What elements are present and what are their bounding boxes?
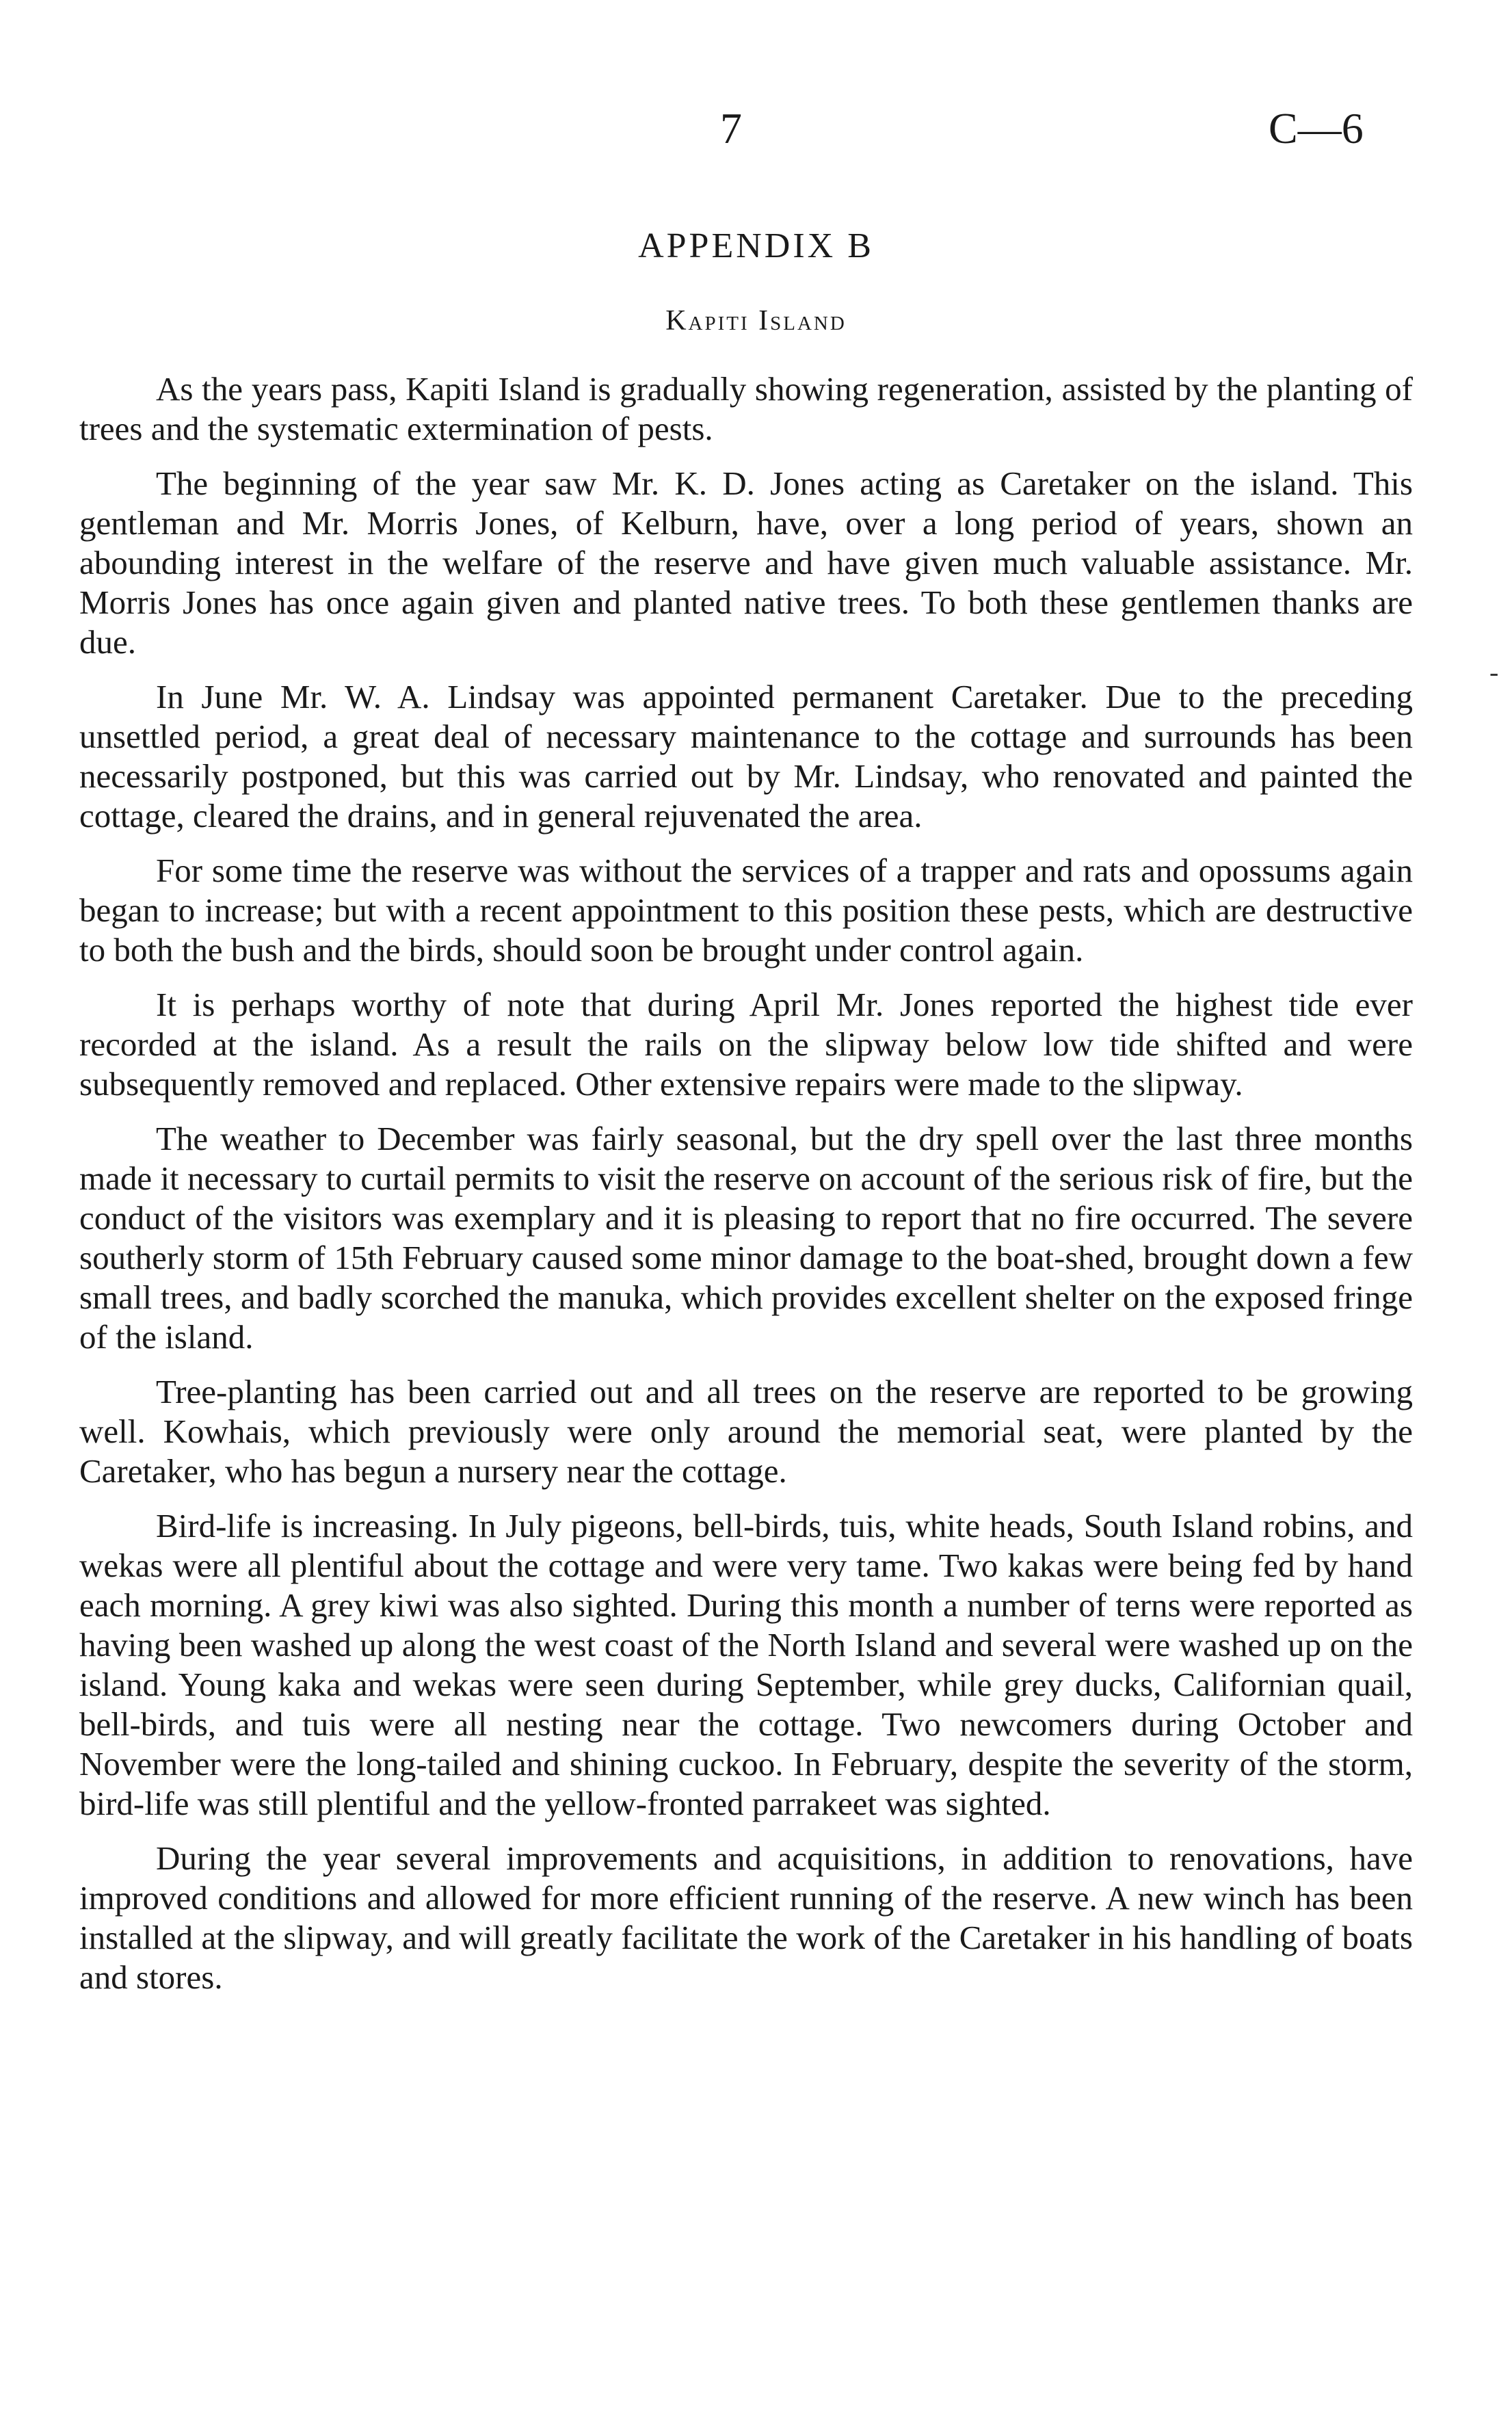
paragraph: During the year several improvements and acquisitions, in addition to renovations, have improved conditions and allowed for more efficient running of the reserve. A new winch has been installed at the slipway, and will greatly facilitate the work of the Caretaker in his handling of boats and stores.: [79, 1839, 1413, 1996]
document-code: C—6: [1269, 104, 1364, 153]
paragraph: The beginning of the year saw Mr. K. D. Jones acting as Caretaker on the island. This gentleman and Mr. Morris Jones, of Kelburn, have, over a long period of years, shown an abounding interest in the welfare of the reserve and have given much valuable assistance. Mr. Morris Jones has once again given and planted native trees. To both these gentlemen thanks are due.: [79, 464, 1413, 661]
body-text: [79, 369, 1413, 2012]
section-title: Kapiti Island: [665, 305, 847, 337]
paragraph: For some time the reserve was without the services of a trapper and rats and opossums again began to increase; but with a recent appointment to this position these pests, which are destructive to both the bush and the birds, should soon be brought under control again.: [79, 852, 1413, 969]
paragraph: Tree-planting has been carried out and all trees on the reserve are reported to be growing well. Kowhais, which previously were only around the memorial seat, were planted by the Caretaker, who has begun a nursery near the cottage.: [79, 1373, 1413, 1490]
paragraph: It is perhaps worthy of note that during April Mr. Jones reported the highest tide ever recorded at the island. As a result the rails on the slipway below low tide shifted and were subsequently removed and replaced. Other extensive repairs were made to the slipway.: [79, 986, 1413, 1103]
paragraph: The weather to December was fairly seasonal, but the dry spell over the last three months made it necessary to curtail permits to visit the reserve on account of the serious risk of fire, but the conduct of the visitors was exemplary and it is pleasing to report that no fire occurred. The severe southerly storm of 15th February caused some minor damage to the boat-shed, brought down a few small trees, and badly scorched the manuka, which provides excellent shelter on the exposed fringe of the island.: [79, 1120, 1413, 1356]
paragraph: Bird-life is increasing. In July pigeons, bell-birds, tuis, white heads, South Island robins, and wekas were all plentiful about the cottage and were very tame. Two kakas were being fed by hand each morning. A grey kiwi was also sighted. During this month a number of terns were reported as having been washed up along the west coast of the North Island and several were washed up on the island. Young kaka and wekas were seen during September, while grey ducks, Californian quail, bell-birds, and tuis were all nesting near the cottage. Two newcomers during October and November were the long-tailed and shining cuckoo. In February, despite the severity of the storm, bird-life was still plentiful and the yellow-fronted parrakeet was sighted.: [79, 1507, 1413, 1822]
page-number: 7: [720, 104, 742, 153]
paragraph: In June Mr. W. A. Lindsay was appointed permanent Caretaker. Due to the preceding unsettled period, a great deal of necessary maintenance to the cottage and surrounds has been necessarily postponed, but this was carried out by Mr. Lindsay, who renovated and painted the cottage, cleared the drains, and in general rejuvenated the area.: [79, 678, 1413, 835]
appendix-title: APPENDIX B: [638, 226, 874, 265]
paragraph: As the years pass, Kapiti Island is gradually showing regeneration, assisted by the planting of trees and the systematic extermination of pests.: [79, 370, 1413, 447]
margin-mark: -: [1489, 657, 1499, 687]
